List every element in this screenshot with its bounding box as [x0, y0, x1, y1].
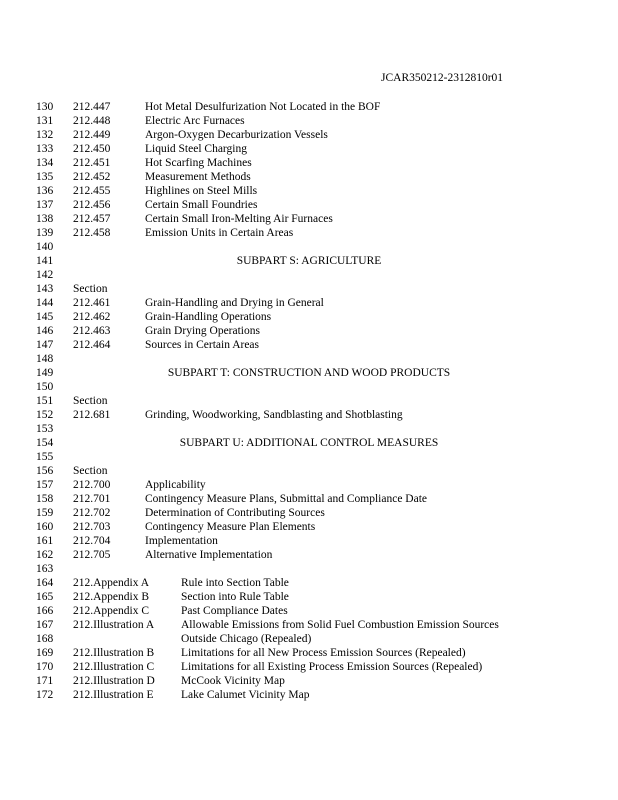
- section-title: Applicability: [145, 479, 206, 491]
- toc-line: [0, 562, 618, 576]
- toc-line: [0, 450, 618, 464]
- toc-line: [0, 394, 618, 408]
- toc-line: [0, 408, 618, 422]
- section-number: 212.700: [73, 479, 111, 491]
- toc-line: [0, 100, 618, 114]
- line-number: 143: [36, 283, 54, 295]
- line-number: 132: [36, 129, 54, 141]
- section-number: 212.456: [73, 199, 111, 211]
- toc-line: [0, 324, 618, 338]
- subpart-heading: SUBPART T: CONSTRUCTION AND WOOD PRODUCTS: [167, 367, 451, 379]
- line-number: 156: [36, 465, 54, 477]
- table-of-contents: [0, 100, 618, 702]
- section-title: Determination of Contributing Sources: [145, 507, 325, 519]
- section-number: 212.Appendix C: [73, 605, 150, 617]
- toc-line: [0, 212, 618, 226]
- section-title: Argon-Oxygen Decarburization Vessels: [145, 129, 328, 141]
- section-title: Certain Small Iron-Melting Air Furnaces: [145, 213, 333, 225]
- section-title: Contingency Measure Plans, Submittal and Compliance Date: [145, 493, 428, 505]
- line-number: 152: [36, 409, 54, 421]
- line-number: 155: [36, 451, 54, 463]
- toc-line: [0, 506, 618, 520]
- toc-line: [0, 338, 618, 352]
- section-title: Grain-Handling Operations: [145, 311, 272, 323]
- subpart-heading-line: [0, 366, 618, 380]
- section-number: 212.Illustration E: [73, 689, 154, 701]
- toc-line: [0, 114, 618, 128]
- toc-line: [0, 576, 618, 590]
- section-label: Section: [73, 465, 108, 477]
- section-title: Liquid Steel Charging: [145, 143, 248, 155]
- section-title: Electric Arc Furnaces: [145, 115, 245, 127]
- toc-line: [0, 646, 618, 660]
- section-title: Grinding, Woodworking, Sandblasting and Shotblasting: [145, 409, 403, 421]
- section-number: 212.Illustration D: [73, 675, 155, 687]
- toc-line: [0, 604, 618, 618]
- line-number: 144: [36, 297, 54, 309]
- line-number: 163: [36, 563, 54, 575]
- toc-line: [0, 478, 618, 492]
- toc-line: [0, 674, 618, 688]
- section-number: 212.703: [73, 521, 111, 533]
- line-number: 145: [36, 311, 54, 323]
- line-number: 158: [36, 493, 54, 505]
- toc-line: [0, 632, 618, 646]
- section-number: 212.702: [73, 507, 111, 519]
- toc-line: [0, 688, 618, 702]
- section-title: Lake Calumet Vicinity Map: [181, 689, 310, 701]
- line-number: 170: [36, 661, 54, 673]
- section-title: Grain Drying Operations: [145, 325, 260, 337]
- toc-line: [0, 380, 618, 394]
- line-number: 135: [36, 171, 54, 183]
- section-title: Hot Scarfing Machines: [145, 157, 252, 169]
- section-number: 212.451: [73, 157, 111, 169]
- line-number: 161: [36, 535, 54, 547]
- section-title: Highlines on Steel Mills: [145, 185, 258, 197]
- line-number: 146: [36, 325, 54, 337]
- subpart-heading-line: [0, 436, 618, 450]
- toc-line: [0, 618, 618, 632]
- section-number: 212.701: [73, 493, 111, 505]
- line-number: 171: [36, 675, 54, 687]
- section-title: Limitations for all Existing Process Emission Sources (Repealed): [181, 661, 483, 673]
- line-number: 140: [36, 241, 54, 253]
- section-number: 212.Appendix B: [73, 591, 150, 603]
- line-number: 160: [36, 521, 54, 533]
- section-title: Section into Rule Table: [181, 591, 289, 603]
- line-number: 137: [36, 199, 54, 211]
- toc-line: [0, 128, 618, 142]
- section-number: 212.457: [73, 213, 111, 225]
- section-title: Rule into Section Table: [181, 577, 289, 589]
- line-number: 130: [36, 101, 54, 113]
- section-title: Grain-Handling and Drying in General: [145, 297, 324, 309]
- toc-line: [0, 184, 618, 198]
- toc-line: [0, 422, 618, 436]
- section-title: Limitations for all New Process Emission Sources (Repealed): [181, 647, 466, 659]
- toc-line: [0, 464, 618, 478]
- section-number: 212.681: [73, 409, 111, 421]
- section-number: 212.464: [73, 339, 111, 351]
- section-number: 212.452: [73, 171, 111, 183]
- toc-line: [0, 142, 618, 156]
- toc-line: [0, 226, 618, 240]
- document-id-header: JCAR350212-2312810r01: [381, 72, 504, 84]
- section-title: Emission Units in Certain Areas: [145, 227, 294, 239]
- toc-line: [0, 660, 618, 674]
- section-title: Certain Small Foundries: [145, 199, 258, 211]
- line-number: 133: [36, 143, 54, 155]
- section-number: 212.461: [73, 297, 111, 309]
- line-number: 148: [36, 353, 54, 365]
- toc-line: [0, 282, 618, 296]
- section-title: Alternative Implementation: [145, 549, 273, 561]
- section-number: 212.Illustration B: [73, 647, 155, 659]
- toc-line: [0, 240, 618, 254]
- line-number: 136: [36, 185, 54, 197]
- line-number: 162: [36, 549, 54, 561]
- section-title: Outside Chicago (Repealed): [181, 633, 312, 645]
- section-number: 212.448: [73, 115, 111, 127]
- section-label: Section: [73, 283, 108, 295]
- section-number: 212.450: [73, 143, 111, 155]
- section-number: 212.462: [73, 311, 111, 323]
- section-title: Past Compliance Dates: [181, 605, 288, 617]
- line-number: 157: [36, 479, 54, 491]
- line-number: 167: [36, 619, 54, 631]
- toc-line: [0, 198, 618, 212]
- line-number: 172: [36, 689, 54, 701]
- toc-line: [0, 296, 618, 310]
- section-title: Measurement Methods: [145, 171, 251, 183]
- section-title: Sources in Certain Areas: [145, 339, 260, 351]
- line-number: 138: [36, 213, 54, 225]
- toc-line: [0, 534, 618, 548]
- section-title: Allowable Emissions from Solid Fuel Combustion Emission Sources: [181, 619, 499, 631]
- toc-line: [0, 352, 618, 366]
- toc-line: [0, 268, 618, 282]
- line-number: 139: [36, 227, 54, 239]
- section-number: 212.447: [73, 101, 111, 113]
- section-number: 212.Illustration A: [73, 619, 155, 631]
- line-number: 159: [36, 507, 54, 519]
- section-title: Implementation: [145, 535, 218, 547]
- section-label: Section: [73, 395, 108, 407]
- section-number: 212.463: [73, 325, 111, 337]
- line-number: 166: [36, 605, 54, 617]
- toc-line: [0, 492, 618, 506]
- toc-line: [0, 520, 618, 534]
- toc-line: [0, 310, 618, 324]
- line-number: 147: [36, 339, 54, 351]
- section-number: 212.458: [73, 227, 111, 239]
- line-number: 154: [36, 437, 54, 449]
- line-number: 153: [36, 423, 54, 435]
- toc-line: [0, 590, 618, 604]
- section-number: 212.Appendix A: [73, 577, 150, 589]
- subpart-heading-line: [0, 254, 618, 268]
- section-number: 212.Illustration C: [73, 661, 155, 673]
- section-number: 212.449: [73, 129, 111, 141]
- line-number: 142: [36, 269, 54, 281]
- line-number: 141: [36, 255, 54, 267]
- line-number: 149: [36, 367, 54, 379]
- section-number: 212.705: [73, 549, 111, 561]
- line-number: 168: [36, 633, 54, 645]
- toc-line: [0, 548, 618, 562]
- section-title: Contingency Measure Plan Elements: [145, 521, 316, 533]
- section-title: McCook Vicinity Map: [181, 675, 285, 687]
- section-number: 212.704: [73, 535, 111, 547]
- toc-line: [0, 156, 618, 170]
- toc-line: [0, 170, 618, 184]
- line-number: 165: [36, 591, 54, 603]
- section-number: 212.455: [73, 185, 111, 197]
- line-number: 151: [36, 395, 54, 407]
- line-number: 164: [36, 577, 54, 589]
- subpart-heading: SUBPART U: ADDITIONAL CONTROL MEASURES: [179, 437, 439, 449]
- line-number: 169: [36, 647, 54, 659]
- subpart-heading: SUBPART S: AGRICULTURE: [236, 255, 382, 267]
- line-number: 134: [36, 157, 54, 169]
- line-number: 131: [36, 115, 54, 127]
- section-title: Hot Metal Desulfurization Not Located in the BOF: [145, 101, 381, 113]
- line-number: 150: [36, 381, 54, 393]
